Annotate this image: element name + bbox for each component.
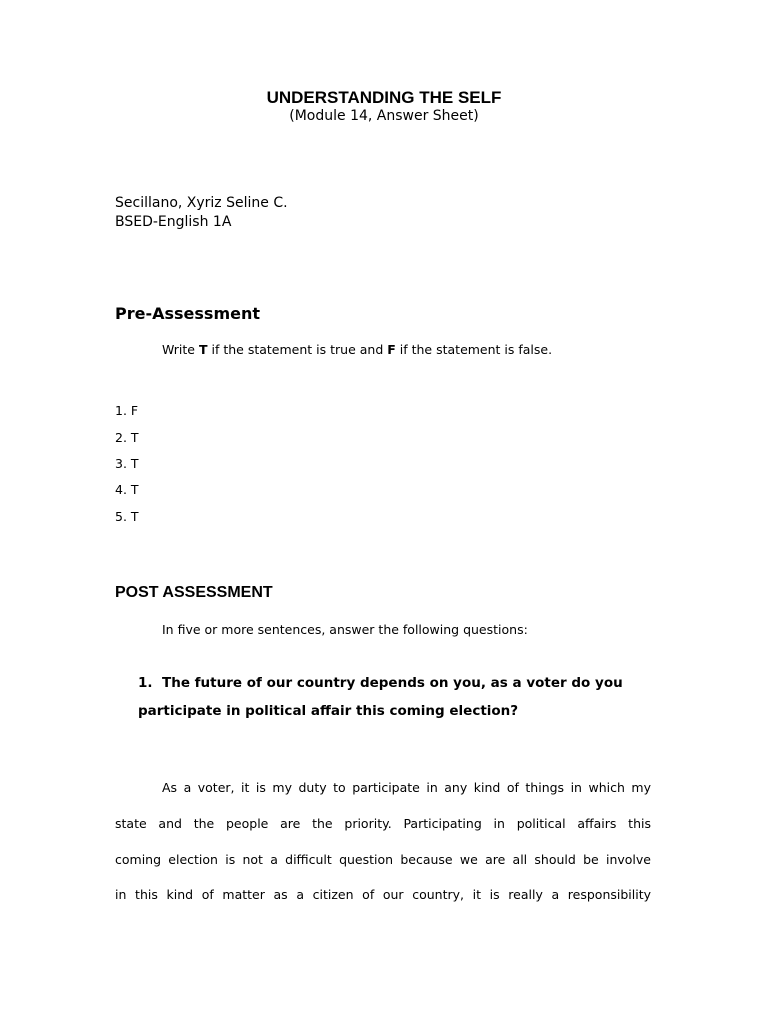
true-letter: T [198, 342, 208, 357]
student-course: BSED-English 1A [115, 214, 232, 230]
question-line [138, 675, 623, 691]
answer-paragraph-line: As a voter, it is my duty to participate in any kind of things in which my [162, 780, 651, 795]
instruction-text: if the statement is false. [395, 342, 553, 357]
question-text: The future of our country depends on you, as a voter do you [162, 675, 623, 691]
answer-paragraph-line: state and the people are the priority. Participating in political affairs this [115, 816, 651, 831]
student-name: Secillano, Xyriz Seline C. [115, 195, 288, 211]
pre-assessment-instruction [162, 342, 552, 357]
false-letter: F [387, 342, 396, 357]
instruction-text: if the statement is true and [207, 342, 388, 357]
instruction-text: Write [162, 342, 199, 357]
question-number: 1. [138, 675, 153, 691]
answer-item: 2. T [115, 430, 139, 445]
answer-item: 3. T [115, 456, 139, 471]
answer-item: 1. F [115, 403, 139, 418]
post-assessment-instruction: In five or more sentences, answer the following questions: [162, 622, 528, 637]
question-line: participate in political affair this coming election? [138, 703, 519, 719]
pre-assessment-heading: Pre-Assessment [115, 304, 260, 323]
answer-paragraph-line: in this kind of matter as a citizen of our country, it is really a responsibility [115, 887, 651, 902]
post-assessment-heading: POST ASSESSMENT [115, 584, 273, 601]
answer-paragraph-line: coming election is not a difficult question because we are all should be involve [115, 852, 651, 867]
answer-item: 5. T [115, 509, 139, 524]
document-subtitle: (Module 14, Answer Sheet) [289, 108, 479, 124]
document-title: UNDERSTANDING THE SELF [266, 88, 502, 107]
answer-item: 4. T [115, 482, 139, 497]
